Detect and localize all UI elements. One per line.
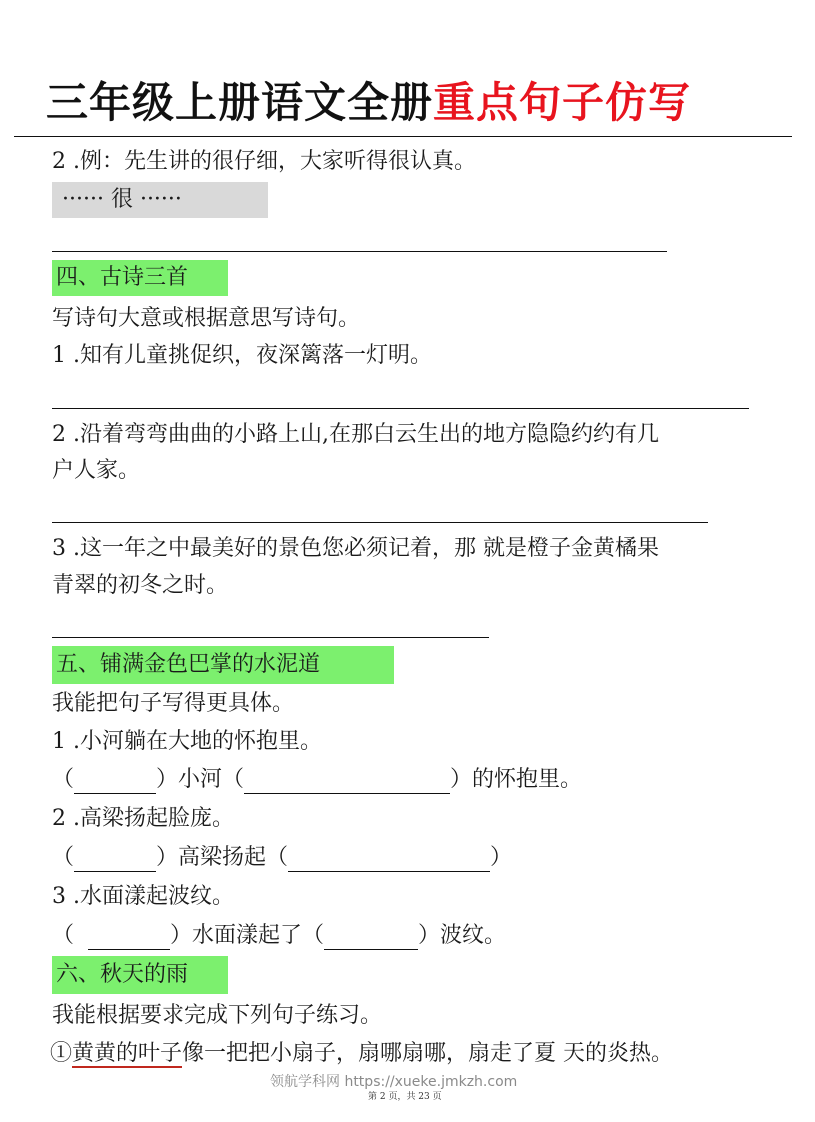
answer-line-ex2[interactable]: [52, 251, 667, 252]
poem-q2-line2: 户人家。: [52, 458, 141, 483]
expand-q2: 2 .高梁扬起脸庞。: [52, 806, 234, 831]
fill-middle: ）高梁扬起（: [156, 845, 289, 870]
section-6-instruction: 我能根据要求完成下列句子练习。: [52, 1003, 383, 1028]
title-red: 重点句子仿写: [433, 78, 692, 127]
expand-q1-fill: [52, 766, 582, 794]
expand-q2-fill: [52, 844, 512, 872]
fill-middle: ）水面漾起了（: [170, 923, 325, 948]
pattern-box: ······ 很 ······: [52, 182, 268, 218]
section-5-heading: 五、铺满金色巴掌的水泥道: [52, 646, 394, 684]
expand-q3: 3 .水面漾起波纹。: [52, 884, 234, 909]
answer-line-poem-q3[interactable]: [52, 637, 489, 638]
blank-field[interactable]: [288, 849, 490, 872]
poem-q3-line1: 3 .这一年之中最美好的景色您必须记着，那 就是橙子金黄橘果: [52, 536, 659, 561]
section-5-instruction: 我能把句子写得更具体。: [52, 691, 295, 716]
answer-line-poem-q2[interactable]: [52, 522, 708, 523]
poem-q2-line1: 2 .沿着弯弯曲曲的小路上山,在那白云生出的地方隐隐约约有几: [52, 422, 659, 447]
header-rule: [14, 136, 792, 137]
fill-middle: ）小河（: [156, 767, 245, 792]
answer-line-poem-q1[interactable]: [52, 408, 749, 409]
fill-end: ）的怀抱里。: [450, 767, 583, 792]
paren-open: （: [52, 923, 75, 948]
page-number: 第 2 页，共 23 页: [368, 1092, 442, 1102]
rain-q1: [50, 1040, 673, 1068]
blank-field[interactable]: [324, 927, 418, 950]
poem-q3-line2: 青翠的初冬之时。: [52, 573, 229, 598]
underlined-phrase: 黄黄的叶子: [72, 1041, 183, 1066]
section-4-heading: 四、古诗三首: [52, 260, 228, 296]
fill-end: ）: [490, 845, 513, 870]
example-2-prompt: 2 .例：先生讲的很仔细，大家听得很认真。: [52, 149, 476, 174]
blank-field[interactable]: [74, 771, 156, 794]
section-4-instruction: 写诗句大意或根据意思写诗句。: [52, 306, 361, 331]
paren-open: （: [52, 767, 75, 792]
fill-end: ）波纹。: [418, 923, 507, 948]
circled-number: ①: [50, 1041, 73, 1066]
poem-q1: 1 .知有儿童挑促织，夜深篱落一灯明。: [52, 343, 432, 368]
watermark: 领航学科网 https://xueke.jmkzh.com: [270, 1074, 518, 1090]
section-6-heading: 六、秋天的雨: [52, 956, 228, 994]
blank-field[interactable]: [244, 771, 450, 794]
expand-q1: 1 .小河躺在大地的怀抱里。: [52, 729, 322, 754]
title-black: 三年级上册语文全册: [46, 78, 434, 127]
sentence-rest: 像一把把小扇子，扇哪扇哪，扇走了夏 天的炎热。: [182, 1041, 674, 1066]
document-title: [46, 70, 691, 130]
blank-field[interactable]: [88, 927, 170, 950]
expand-q3-fill: [52, 922, 506, 950]
paren-open: （: [52, 845, 75, 870]
blank-field[interactable]: [74, 849, 156, 872]
